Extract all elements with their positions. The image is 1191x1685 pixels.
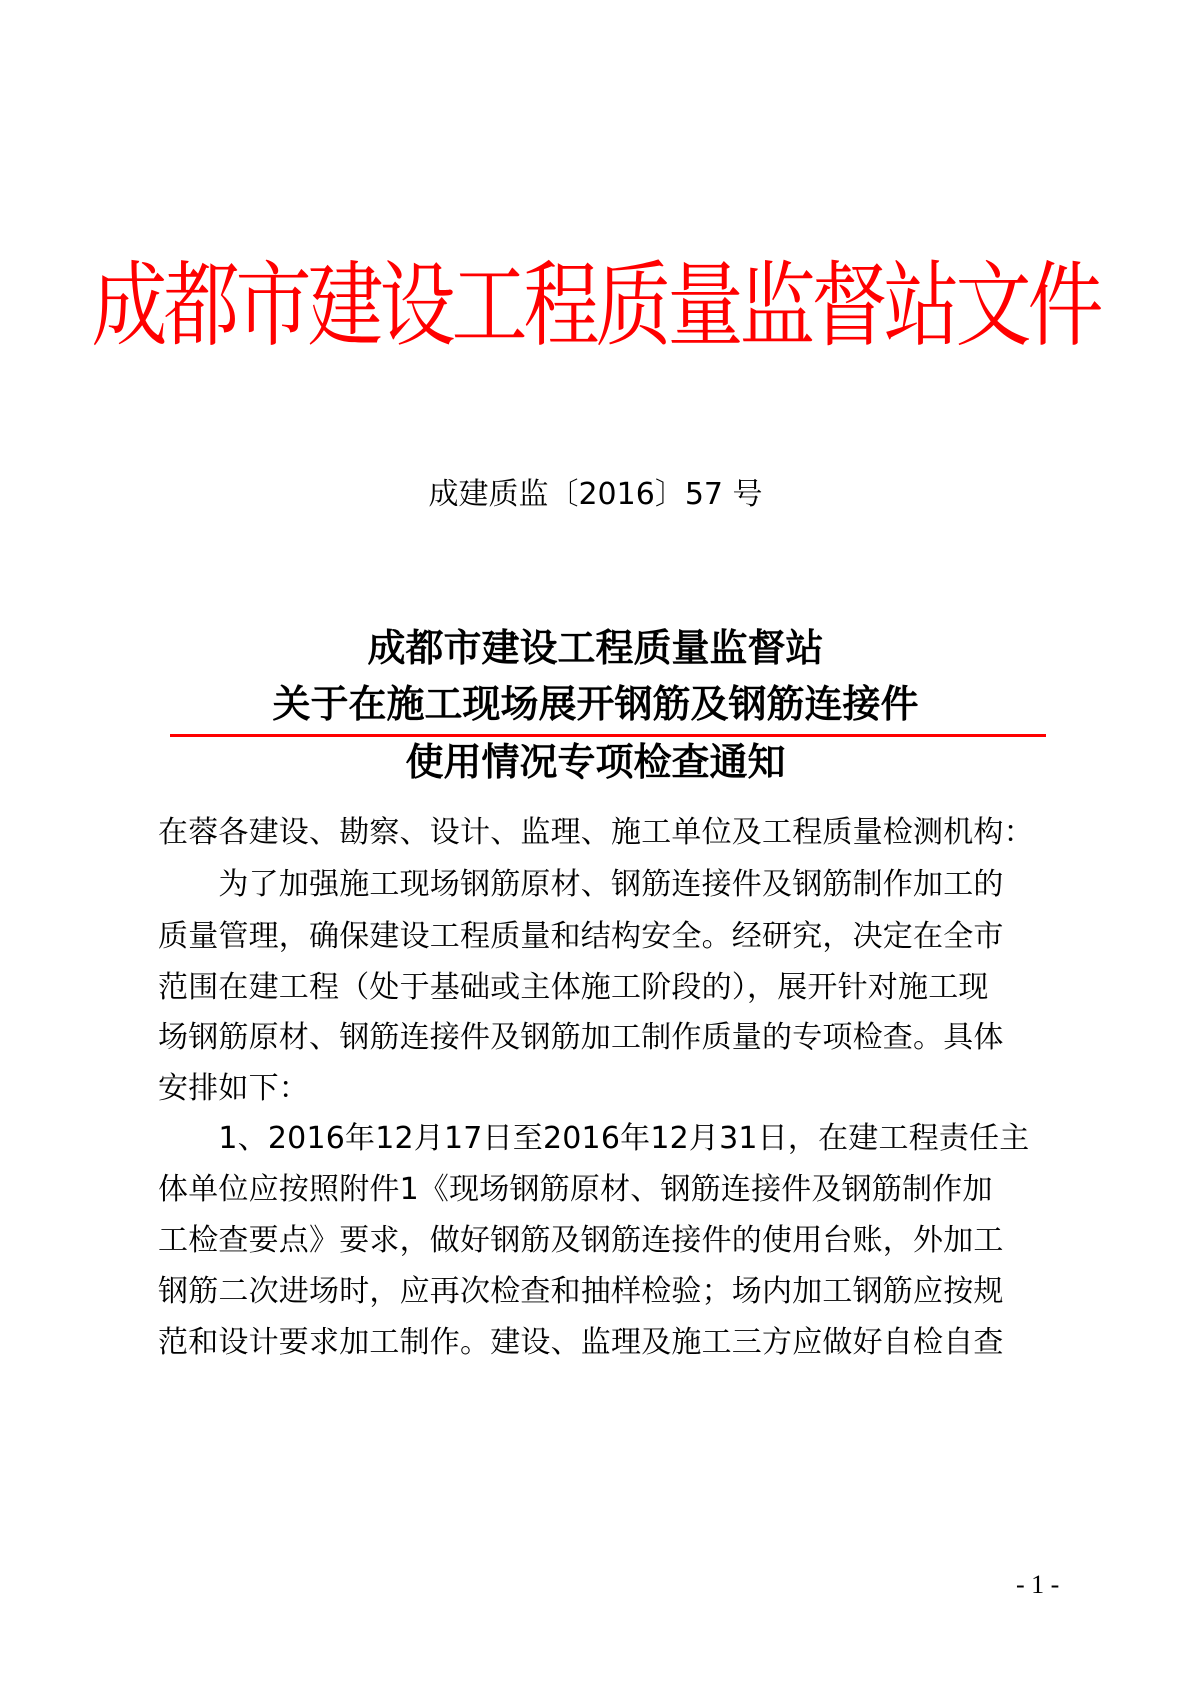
body-line: 体单位应按照附件1《现场钢筋原材、钢筋连接件及钢筋制作加 — [158, 1172, 993, 1207]
body-line: 范和设计要求加工制作。建设、监理及施工三方应做好自检自查 — [158, 1325, 1004, 1360]
document-number: 成建质监〔2016〕57 号 — [428, 477, 763, 512]
document-masthead: 成都市建设工程质量监督站文件 — [91, 251, 1100, 360]
body-line: 为了加强施工现场钢筋原材、钢筋连接件及钢筋制作加工的 — [158, 867, 1004, 902]
title-line-3: 使用情况专项检查通知 — [405, 740, 786, 784]
body-line: 1、2016年12月17日至2016年12月31日，在建工程责任主 — [158, 1121, 1030, 1156]
page-number: - 1 - — [1016, 1570, 1060, 1599]
body-line: 安排如下： — [158, 1071, 309, 1106]
body-line: 质量管理，确保建设工程质量和结构安全。经研究，决定在全市 — [158, 919, 1004, 954]
body-line: 场钢筋原材、钢筋连接件及钢筋加工制作质量的专项检查。具体 — [158, 1020, 1004, 1055]
body-line: 范围在建工程（处于基础或主体施工阶段的），展开针对施工现 — [158, 970, 989, 1005]
body-line: 工检查要点》要求，做好钢筋及钢筋连接件的使用台账，外加工 — [158, 1223, 1004, 1258]
body-line: 在蓉各建设、勘察、设计、监理、施工单位及工程质量检测机构： — [158, 815, 1034, 850]
title-line-1: 成都市建设工程质量监督站 — [367, 626, 824, 670]
body-line: 钢筋二次进场时，应再次检查和抽样检验；场内加工钢筋应按规 — [158, 1274, 1004, 1309]
title-line-2: 关于在施工现场展开钢筋及钢筋连接件 — [272, 682, 919, 726]
